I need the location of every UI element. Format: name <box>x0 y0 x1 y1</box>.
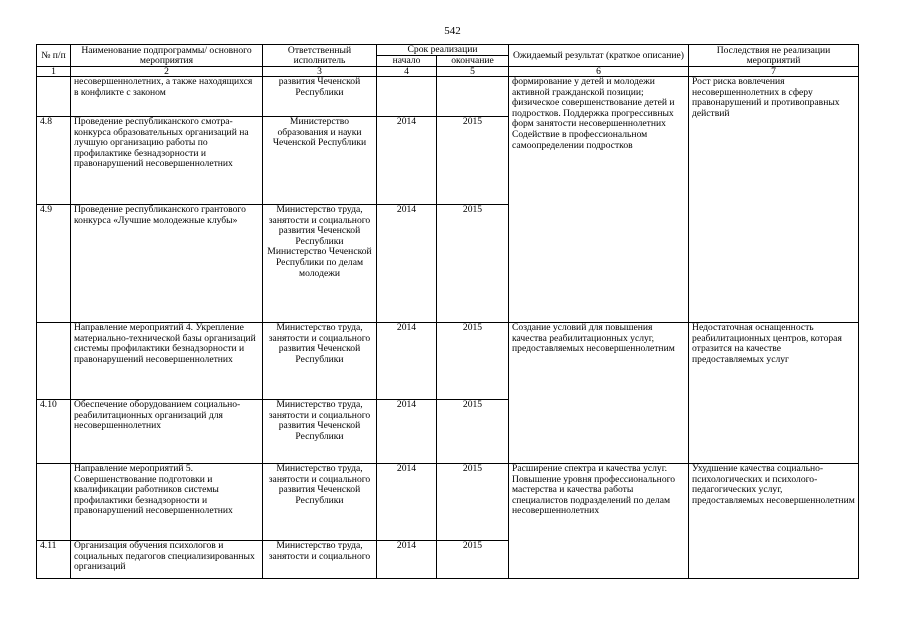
row-end: 2015 <box>437 541 509 579</box>
row-result: Расширение спектра и качества услуг. Повышение уровня профессионального мастерства и качества работы специалистов подразделений по делам несовершеннолетних <box>509 464 689 579</box>
row-name: Направление мероприятий 4. Укрепление материально-технической базы организаций системы профилактики безнадзорности и правонарушений несовершеннолетних <box>71 323 263 400</box>
row-number: 4.9 <box>37 205 71 323</box>
row-consequence: Ухудшение качества социально-психологических и психолого-педагогических услуг, предоставляемых несовершеннолетним <box>689 464 859 579</box>
header-num: № п/п <box>37 45 71 67</box>
column-index: 3 <box>263 67 377 77</box>
row-name: Обеспечение оборудованием социально-реабилитационных организаций для несовершеннолетних <box>71 400 263 464</box>
table-row <box>37 77 859 117</box>
row-end: 2015 <box>437 205 509 323</box>
header-name: Наименование подпрограммы/ основного мероприятия <box>71 45 263 67</box>
header-result: Ожидаемый результат (краткое описание) <box>509 45 689 67</box>
row-consequence: Недостаточная оснащенность реабилитационных центров, которая отразится на качестве предоставляемых услуг <box>689 323 859 464</box>
column-index: 2 <box>71 67 263 77</box>
column-index: 4 <box>377 67 437 77</box>
row-start: 2014 <box>377 323 437 400</box>
header-start: начало <box>377 56 437 67</box>
row-executor: Министерство образования и науки Чеченской Республики <box>263 117 377 205</box>
header-consequence: Последствия не реализации мероприятий <box>689 45 859 67</box>
header-period: Срок реализации <box>377 45 509 56</box>
row-result: формирование у детей и молодежи активной гражданской позиции; физическое совершенствование детей и подростков. Поддержка прогрессивных форм занятости несовершеннолетних Содействие в профессиональном самоопределении подростков <box>509 77 689 323</box>
row-number: 4.10 <box>37 400 71 464</box>
row-end <box>437 77 509 117</box>
row-start: 2014 <box>377 464 437 541</box>
row-executor: развития Чеченской Республики <box>263 77 377 117</box>
header-executor: Ответственный исполнитель <box>263 45 377 67</box>
row-end: 2015 <box>437 400 509 464</box>
row-end: 2015 <box>437 323 509 400</box>
row-name: Проведение республиканского смотра-конкурса образовательных организаций на лучшую организацию работы по профилактике безнадзорности и правонарушений несовершеннолетних <box>71 117 263 205</box>
column-index: 1 <box>37 67 71 77</box>
row-executor: Министерство труда, занятости и социального развития Чеченской Республики <box>263 464 377 541</box>
row-start: 2014 <box>377 541 437 579</box>
header-row <box>37 45 859 56</box>
row-result: Создание условий для повышения качества реабилитационных услуг, предоставляемых несовершеннолетним <box>509 323 689 464</box>
table-row <box>37 464 859 541</box>
column-index: 7 <box>689 67 859 77</box>
program-table <box>36 44 859 579</box>
page-number: 542 <box>444 25 461 37</box>
row-executor: Министерство труда, занятости и социального развития Чеченской Республики <box>263 323 377 400</box>
row-name: несовершеннолетних, а также находящихся в конфликте с законом <box>71 77 263 117</box>
column-index-row <box>37 67 859 77</box>
row-executor: Министерство труда, занятости и социального <box>263 541 377 579</box>
row-name: Направление мероприятий 5. Совершенствование подготовки и квалификации работников системы профилактики безнадзорности и правонарушений несовершеннолетних <box>71 464 263 541</box>
row-name: Проведение республиканского грантового конкурса «Лучшие молодежные клубы» <box>71 205 263 323</box>
row-number: 4.8 <box>37 117 71 205</box>
row-start: 2014 <box>377 117 437 205</box>
column-index: 5 <box>437 67 509 77</box>
column-index: 6 <box>509 67 689 77</box>
row-end: 2015 <box>437 464 509 541</box>
row-number <box>37 323 71 400</box>
table-row <box>37 323 859 400</box>
row-number: 4.11 <box>37 541 71 579</box>
row-consequence: Рост риска вовлечения несовершеннолетних в сферу правонарушений и противоправных действий <box>689 77 859 323</box>
row-executor: Министерство труда, занятости и социального развития Чеченской Республики <box>263 400 377 464</box>
row-number <box>37 464 71 541</box>
row-start: 2014 <box>377 400 437 464</box>
row-executor: Министерство труда, занятости и социального развития Чеченской Республики Министерство Чеченской Республики по делам молодежи <box>263 205 377 323</box>
row-start <box>377 77 437 117</box>
row-end: 2015 <box>437 117 509 205</box>
header-end: окончание <box>437 56 509 67</box>
row-number <box>37 77 71 117</box>
row-name: Организация обучения психологов и социальных педагогов специализированных организаций <box>71 541 263 579</box>
row-start: 2014 <box>377 205 437 323</box>
